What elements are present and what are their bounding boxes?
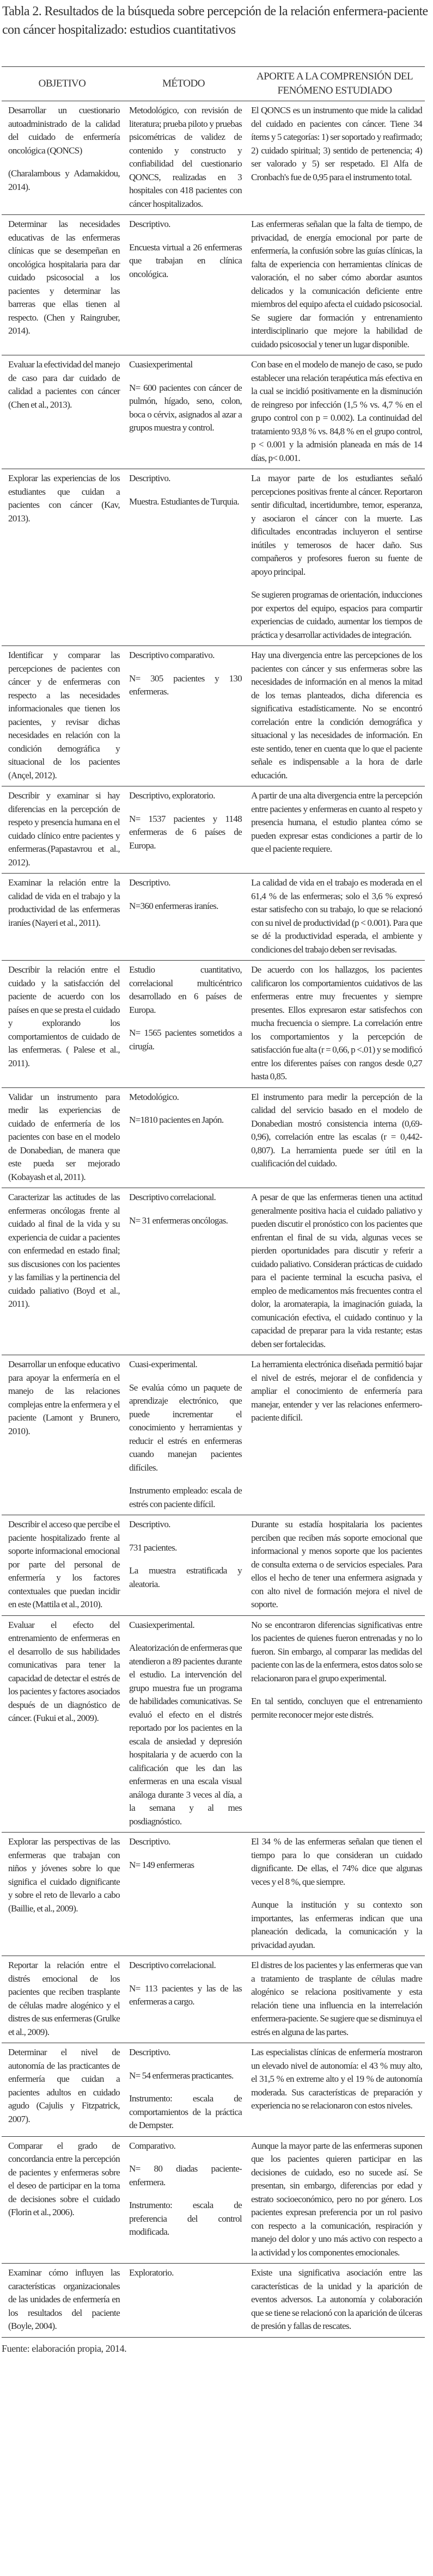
cell-metodo-paragraph: Instrumento empleado: escala de estrés con paciente difícil. — [129, 1485, 242, 1509]
cell-metodo — [123, 646, 245, 786]
cell-aporte — [245, 469, 425, 646]
cell-aporte-paragraph: De acuerdo con los hallazgos, los pacientes calificaron los comportamientos cuidativos de las enfermeras entre muy frecuentes y siempre presentes. Ellos expresaron estar satisfechos con mucha frecuencia o siempre. La correlación entre los comportamientos y la percepción de satisfacción fue alta (r = 0,66, p <.01) y se modificó entre los diferentes países con rangos desde 0,27 hasta 0,85. — [251, 964, 422, 1081]
cell-metodo — [123, 1515, 245, 1616]
cell-metodo-paragraph: Cuasiexperimental. — [129, 1619, 195, 1630]
cell-objetivo-paragraph: Evaluar el efecto del entrenamiento de enfermeras en el desarrollo de sus habilidades comunicativas para tener la capacidad de detectar el estrés de los pacientes y factores asociados después de un diagnóstico de cáncer. (Fukui et al., 2009). — [8, 1619, 120, 1723]
cell-aporte-paragraph: Aunque la mayor parte de las enfermeras suponen que los pacientes quieren participar en las decisiones de cuidado, eso no sucede así. Se presentan, sin embargo, diferencias por edad y estrato socioeconómico, pero no por género. Los pacientes expresan preferencia por un rol pasivo con respecto a la comunicación, respiración y manejo del dolor y uno más activo con respecto a la actividad y los componentes emocionales. — [251, 2140, 422, 2258]
cell-metodo-paragraph: Descriptivo. — [129, 2047, 170, 2057]
table-row — [2, 2264, 425, 2338]
table-row — [2, 1833, 425, 1956]
cell-aporte — [245, 355, 425, 469]
cell-objetivo — [2, 1355, 123, 1515]
cell-aporte — [245, 2136, 425, 2264]
cell-metodo-paragraph: Descriptivo comparativo. — [129, 650, 215, 660]
cell-metodo-paragraph: Metodológico, con revisión de literatura; prueba piloto y pruebas psicométricas de validez de contenido y constructo y confiabilidad del cuestionario QONCS, realizadas en 3 hospitales con 418 pacientes con cáncer hospitalizados. — [129, 105, 242, 209]
cell-metodo — [123, 2043, 245, 2137]
table-row — [2, 786, 425, 874]
cell-metodo-paragraph: Exploratorio. — [129, 2267, 174, 2278]
cell-aporte-paragraph: La herramienta electrónica diseñada permitió bajar el nivel de estrés, mejorar el de confidencia y ampliar el conocimiento de enfermería para manejar, entender y ver las relaciones enfermero-paciente difícil. — [251, 1359, 422, 1423]
cell-objetivo — [2, 961, 123, 1088]
cell-objetivo-paragraph: Caracterizar las actitudes de las enfermeras oncólogas frente al cuidado al final de la vida y su experiencia de cuidar a pacientes con enfermedad en estado final; sus discusiones con los pacientes y las familias y la pertinencia del cuidado paliativo (Boyd et al., 2011). — [8, 1192, 120, 1309]
cell-metodo-paragraph: Instrumento: escala de comportamientos de la práctica de Dempster. — [129, 2093, 242, 2130]
cell-aporte-paragraph: Las enfermeras señalan que la falta de tiempo, de privacidad, de energía emocional por parte de enfermería, la confusión sobre las guías clínicas, la falta de experiencia con herramientas clínicas de valoración, el no saber cómo abordar asuntos delicados y la comunicación deficiente entre miembros del equipo afecta el cuidado psicosocial. Se sugiere dar formación y entrenamiento interdisciplinario que mejore la habilidad de cuidado psicosocial y tener un lugar disponible. — [251, 219, 422, 349]
cell-objetivo — [2, 1833, 123, 1956]
cell-metodo-paragraph: 731 pacientes. — [129, 1542, 177, 1553]
cell-objetivo-paragraph: Describir y examinar si hay diferencias en la percepción de respeto y presencia humana en el cuidado clínico entre pacientes y enfermeras.(Papastavrou et al., 2012). — [8, 790, 120, 868]
cell-metodo-paragraph: Encuesta virtual a 26 enfermeras que trabajan en clínica oncológica. — [129, 242, 242, 279]
cell-metodo-paragraph: Cuasiexperimental — [129, 359, 193, 370]
cell-aporte-paragraph: El instrumento para medir la percepción de la calidad del servicio basado en el modelo de Donabedian mostró consistencia interna (0,69-0,96), correlación entre las escalas (r = 0,442-0,807). La herramienta puede ser útil en la cualificación del cuidado. — [251, 1091, 422, 1169]
cell-objetivo-paragraph: Describir la relación entre el cuidado y la satisfacción del paciente de acuerdo con los países en que se presta el cuidado y explorando los comportamientos de cuidado de las enfermeras. ( Palese et al., 2011). — [8, 964, 120, 1068]
cell-metodo-paragraph: N= 305 pacientes y 130 enfermeras. — [129, 673, 242, 697]
cell-aporte-paragraph: Existe una significativa asociación entre las características de la unidad y la aparición de eventos adversos. La autonomía y colaboración que se tiene se relacionó con la aparición de úlceras de presión y fallas de rescates. — [251, 2267, 422, 2331]
cell-aporte — [245, 1833, 425, 1956]
cell-objetivo-paragraph: Evaluar la efectividad del manejo de caso para dar cuidado de calidad a pacientes con cáncer (Chen et al., 2013). — [8, 359, 120, 410]
table-row — [2, 646, 425, 786]
cell-aporte — [245, 1087, 425, 1188]
cell-aporte — [245, 101, 425, 215]
cell-metodo-paragraph: Cuasi-experimental. — [129, 1359, 198, 1369]
cell-metodo — [123, 1188, 245, 1355]
cell-objetivo-paragraph: Explorar las perspectivas de las enfermeras que trabajan con niños y jóvenes sobre lo que significa el cuidado dignificante y sobre el reto de llevarlo a cabo (Baillie, et al., 2009). — [8, 1836, 120, 1914]
cell-metodo — [123, 1956, 245, 2043]
cell-aporte-paragraph: A pesar de que las enfermeras tienen una actitud generalmente positiva hacia el cuidado paliativo y pueden discutir el pronóstico con los pacientes que enfrentan el final de su vida, algunas veces se pierden oportunidades para discutir y referir a cuidado paliativo. Consideran prácticas de cuidado para el paciente terminal la escucha pasiva, el empleo de medicamentos más frecuentes contra el dolor, la aromaterapia, la imaginación guiada, la comunicación efectiva, el cuidado continuo y la capacidad de preparar para la vida restante; estas deben ser fortalecidas. — [251, 1192, 422, 1349]
cell-metodo-paragraph: N= 31 enfermeras oncólogas. — [129, 1215, 228, 1226]
cell-metodo-paragraph: N=1810 pacientes en Japón. — [129, 1115, 224, 1125]
cell-objetivo — [2, 355, 123, 469]
cell-aporte — [245, 1355, 425, 1515]
table-row — [2, 215, 425, 355]
cell-aporte — [245, 1615, 425, 1833]
cell-objetivo-paragraph: Describir el acceso que percibe el paciente hospitalizado frente al soporte informacional emocional por parte del personal de enfermería y los factores contextuales que puedan incidir en este (Mattila et al., 2010). — [8, 1519, 120, 1609]
cell-metodo-paragraph: Descriptivo correlacional. — [129, 1192, 216, 1202]
cell-metodo-paragraph: Descriptivo. — [129, 877, 170, 888]
cell-metodo-paragraph: La muestra estratificada y aleatoria. — [129, 1565, 242, 1589]
cell-objetivo — [2, 101, 123, 215]
cell-metodo-paragraph: Descriptivo. — [129, 1836, 170, 1847]
cell-aporte-paragraph: Hay una divergencia entre las percepciones de los pacientes con cáncer y sus enfermeras sobre las necesidades de información en al menos la mitad de los temas planteados, dicha diferencia es significativa estadísticamente. No se encontró correlación entre la condición demográfica y situacional y las necesidades de información. En este sentido, tener en cuenta que lo que el paciente señale es indispensable a la hora de darle educación. — [251, 650, 422, 780]
cell-metodo — [123, 1087, 245, 1188]
header-metodo: MÉTODO — [123, 67, 245, 101]
cell-metodo-paragraph: Aleatorización de enfermeras que atendieron a 89 pacientes durante el estudio. La intervención del grupo muestra fue un programa de habilidades comunicativas. Se evaluó el efecto en el distrés reportado por los pacientes en la escala de ansiedad y depresión hospitalaria y de acuerdo con la calificación que les dan las enfermeras en una escala visual análoga durante 3 veces al día, a la semana y al mes posdiagnóstico. — [129, 1643, 242, 1827]
cell-aporte — [245, 786, 425, 874]
cell-metodo — [123, 101, 245, 215]
cell-objetivo — [2, 2264, 123, 2338]
cell-aporte — [245, 1515, 425, 1616]
table-row — [2, 1188, 425, 1355]
cell-metodo — [123, 1615, 245, 1833]
results-table — [2, 66, 425, 2338]
cell-aporte-paragraph: Con base en el modelo de manejo de caso, se pudo establecer una relación terapéutica más efectiva en la cual se incidió positivamente en la disminución de reingreso por infección (1,5 % vs. 4,7 % en el grupo control con p = 0.002). La continuidad del tratamiento 93,8 % vs. 84,8 % en el grupo control, p < 0.001 y la admisión planeada en más de 14 días, p< 0.001. — [251, 359, 422, 463]
cell-metodo-paragraph: Estudio cuantitativo, correlacional multicéntrico desarrollado en 6 países de Europa. — [129, 964, 242, 1015]
cell-objetivo-paragraph: Desarrollar un cuestionario autoadministrado de la calidad del cuidado de enfermería oncológica (QONCS) — [8, 105, 120, 156]
cell-objetivo-paragraph: Determinar las necesidades educativas de las enfermeras clínicas que se desempeñan en oncológica hospitalaria para dar cuidado psicosocial a los pacientes y determinar las barreras que ellas tienen al respecto. (Chen y Raingruber, 2014). — [8, 219, 120, 336]
header-aporte: APORTE A LA COMPRENSIÓN DEL FENÓMENO ESTUDIADO — [245, 67, 425, 101]
cell-aporte — [245, 646, 425, 786]
cell-aporte — [245, 2043, 425, 2137]
cell-metodo-paragraph: N=360 enfermeras iraníes. — [129, 900, 218, 911]
cell-metodo-paragraph: Descriptivo correlacional. — [129, 1960, 216, 1970]
cell-aporte-paragraph: Durante su estadía hospitalaria los pacientes perciben que reciben más soporte emocional que informacional y menos soporte que los pacientes de consulta externa o de servicios especiales. Para ellos el hecho de tener una enfermera asignada y con alto nivel de formación mejora el nivel de soporte. — [251, 1519, 422, 1609]
cell-metodo — [123, 786, 245, 874]
cell-metodo-paragraph: N= 113 pacientes y las de las enfermeras a cargo. — [129, 1983, 242, 2007]
cell-aporte-paragraph: La mayor parte de los estudiantes señaló percepciones positivas frente al cáncer. Reportaron sentir dificultad, incertidumbre, temor, esperanza, y asociaron el cáncer con la muerte. Las dificultades encontradas incluyeron el sentirse inútiles y temerosos de hacer daño. Sus compañeros y profesores fueron su fuente de apoyo principal. — [251, 473, 422, 577]
cell-metodo-paragraph: Descriptivo. — [129, 219, 170, 229]
cell-metodo-paragraph: Se evalúa cómo un paquete de aprendizaje electrónico, que puede incrementar el conocimiento y herramientas y reducir el estrés en enfermeras cuando manejan pacientes difíciles. — [129, 1382, 242, 1473]
cell-objetivo — [2, 1956, 123, 2043]
cell-objetivo — [2, 874, 123, 961]
cell-metodo-paragraph: N= 149 enfermeras — [129, 1859, 194, 1870]
cell-metodo-paragraph: Descriptivo. — [129, 473, 170, 483]
cell-metodo — [123, 1833, 245, 1956]
cell-objetivo — [2, 1515, 123, 1616]
cell-objetivo-paragraph: Examinar la relación entre la calidad de vida en el trabajo y la productividad de las enfermeras iraníes (Nayeri et al., 2011). — [8, 877, 120, 928]
cell-aporte-paragraph: La calidad de vida en el trabajo es moderada en el 61,4 % de las enfermeras; solo el 3,6 % expresó estar satisfecho con su trabajo, lo que se relacionó con su nivel de productividad (p < 0.001). Para que se dé la productividad esperada, el ambiente y condiciones del trabajo deben ser revisadas. — [251, 877, 422, 955]
cell-metodo — [123, 1355, 245, 1515]
cell-metodo-paragraph: Muestra. Estudiantes de Turquia. — [129, 496, 239, 507]
cell-aporte — [245, 961, 425, 1088]
table-row — [2, 874, 425, 961]
table-row — [2, 1087, 425, 1188]
cell-aporte-paragraph: No se encontraron diferencias significativas entre los pacientes de quienes fueron entrenadas y no lo fueron. Sin embargo, al comparar las medidas del paciente con las de la enfermera, estos datos solo se relacionaron para el grupo experimental. — [251, 1619, 422, 1683]
cell-objetivo — [2, 2043, 123, 2137]
table-title: Tabla 2. Resultados de la búsqueda sobre percepción de la relación enfermera-paciente con cáncer hospitalizado: estudios cuantitativos — [2, 4, 428, 37]
cell-metodo-paragraph: N= 1537 pacientes y 1148 enfermeras de 6 países de Europa. — [129, 813, 242, 851]
table-source-note: Fuente: elaboración propia, 2014. — [2, 2343, 127, 2354]
cell-aporte — [245, 1188, 425, 1355]
cell-objetivo-paragraph: (Charalambous y Adamakidou, 2014). — [8, 168, 120, 192]
cell-metodo-paragraph: Comparativo. — [129, 2140, 176, 2151]
table-row — [2, 1515, 425, 1616]
cell-aporte-paragraph: A partir de una alta divergencia entre la percepción entre pacientes y enfermeras en cuanto al respeto y presencia humana, el estudio plantea cómo se pueden expresar estas condiciones a partir de lo que el paciente requiere. — [251, 790, 422, 854]
cell-aporte — [245, 1956, 425, 2043]
cell-objetivo-paragraph: Validar un instrumento para medir las experiencias de cuidado de enfermería de los pacientes con base en el modelo de Donabedian, de manera que este pueda ser mejorado (Kobayash et al, 2011). — [8, 1091, 120, 1182]
cell-metodo-paragraph: N= 80 diadas paciente-enfermera. — [129, 2163, 242, 2187]
cell-metodo-paragraph: Metodológico. — [129, 1091, 179, 1102]
table-row — [2, 101, 425, 215]
header-objetivo: OBJETIVO — [2, 67, 123, 101]
cell-aporte — [245, 874, 425, 961]
cell-metodo-paragraph: N= 1565 pacientes sometidos a cirugía. — [129, 1028, 242, 1052]
cell-metodo-paragraph: Descriptivo, exploratorio. — [129, 790, 215, 801]
cell-objetivo-paragraph: Desarrollar un enfoque educativo para apoyar la enfermería en el manejo de las relaciones complejas entre la enfermera y el paciente (Lamont y Brunero, 2010). — [8, 1359, 120, 1436]
cell-metodo — [123, 961, 245, 1088]
table-row — [2, 961, 425, 1088]
cell-aporte-paragraph: El QONCS es un instrumento que mide la calidad del cuidado en pacientes con cáncer. Tiene 34 ítems y 5 categorías: 1) ser soportado y reafirmado; 2) cuidado spiritual; 3) sentido de pertenencia; 4) ser valorado y 5) ser respetado. El Alfa de Cronbach's fue de 0,95 para el instrumento total. — [251, 105, 422, 182]
cell-metodo-paragraph: N= 600 pacientes con cáncer de pulmón, hígado, seno, colon, boca o cérvix, asignados al azar a grupos muestra y control. — [129, 382, 242, 433]
cell-objetivo-paragraph: Determinar el nivel de autonomía de las practicantes de enfermería que cuidan a pacientes adultos en cuidado agudo (Cajulis y Fitzpatrick, 2007). — [8, 2047, 120, 2124]
cell-aporte-paragraph: Aunque la institución y su contexto son importantes, las enfermeras indican que una planeación dedicada, la comunicación y la privacidad ayudan. — [251, 1899, 422, 1950]
cell-objetivo — [2, 1087, 123, 1188]
cell-metodo — [123, 874, 245, 961]
table-row — [2, 2043, 425, 2137]
table-row — [2, 355, 425, 469]
cell-objetivo — [2, 1615, 123, 1833]
cell-aporte — [245, 215, 425, 355]
cell-objetivo-paragraph: Reportar la relación entre el distrés emocional de los pacientes que reciben trasplante de células madre alogénico y el distres de sus enfermeras (Grulke et al., 2009). — [8, 1960, 120, 2037]
cell-objetivo — [2, 646, 123, 786]
table-row — [2, 469, 425, 646]
cell-objetivo — [2, 469, 123, 646]
cell-aporte-paragraph: En tal sentido, concluyen que el entrenamiento permite reconocer mejor este distrés. — [251, 1696, 422, 1720]
cell-objetivo-paragraph: Examinar cómo influyen las características organizacionales de las unidades de enfermería en los resultados del paciente (Boyle, 2004). — [8, 2267, 120, 2331]
table-row — [2, 1956, 425, 2043]
cell-aporte-paragraph: Se sugieren programas de orientación, inducciones por expertos del equipo, espacios para compartir experiencias de cuidado, aumentar los tiempos de práctica y desarrollar actividades de integración. — [251, 589, 422, 640]
cell-aporte — [245, 2264, 425, 2338]
cell-objetivo-paragraph: Identificar y comparar las percepciones de pacientes con cáncer y de enfermeras con respecto a las necesidades informacionales que tienen los pacientes, y revisar dichas necesidades en relación con la condición demográfica y situacional de los pacientes (Ançel, 2012). — [8, 650, 120, 780]
cell-objetivo-paragraph: Comparar el grado de concordancia entre la percepción de pacientes y enfermeras sobre el deseo de participar en la toma de decisiones sobre el cuidado (Florin et al., 2006). — [8, 2140, 120, 2217]
cell-metodo-paragraph: Descriptivo. — [129, 1519, 170, 1529]
cell-objetivo — [2, 1188, 123, 1355]
cell-objetivo — [2, 215, 123, 355]
table-body — [2, 101, 425, 2338]
cell-objetivo — [2, 2136, 123, 2264]
cell-objetivo-paragraph: Explorar las experiencias de los estudiantes que cuidan a pacientes con cáncer (Kav, 2013). — [8, 473, 120, 524]
cell-objetivo — [2, 786, 123, 874]
cell-metodo-paragraph: Instrumento: escala de preferencia del control modificada. — [129, 2200, 242, 2237]
table-row — [2, 1355, 425, 1515]
cell-metodo — [123, 355, 245, 469]
table-row — [2, 1615, 425, 1833]
cell-metodo — [123, 215, 245, 355]
cell-metodo — [123, 2264, 245, 2338]
cell-aporte-paragraph: El distres de los pacientes y las enfermeras que van a tratamiento de trasplante de células madre alogénico se relaciona positivamente y esta relación tiene una influencia en la interrelación enfermera-paciente. Se sugiere que se disminuya el estrés en alguna de las partes. — [251, 1960, 422, 2037]
table-header-row — [2, 67, 425, 101]
table-row — [2, 2136, 425, 2264]
cell-aporte-paragraph: El 34 % de las enfermeras señalan que tienen el tiempo para lo que consideran un cuidado dignificante. De ellas, el 74% dice que algunas veces y el 8 %, que siempre. — [251, 1836, 422, 1887]
cell-metodo — [123, 469, 245, 646]
cell-aporte-paragraph: Las especialistas clínicas de enfermería mostraron un elevado nivel de autonomía: el 43 % muy alto, el 31,5 % en extreme alto y el 19 % de autonomía moderada. Sus características de preparación y experiencia no se relacionaron con estos niveles. — [251, 2047, 422, 2111]
cell-metodo-paragraph: N= 54 enfermeras practicantes. — [129, 2070, 234, 2081]
cell-metodo — [123, 2136, 245, 2264]
